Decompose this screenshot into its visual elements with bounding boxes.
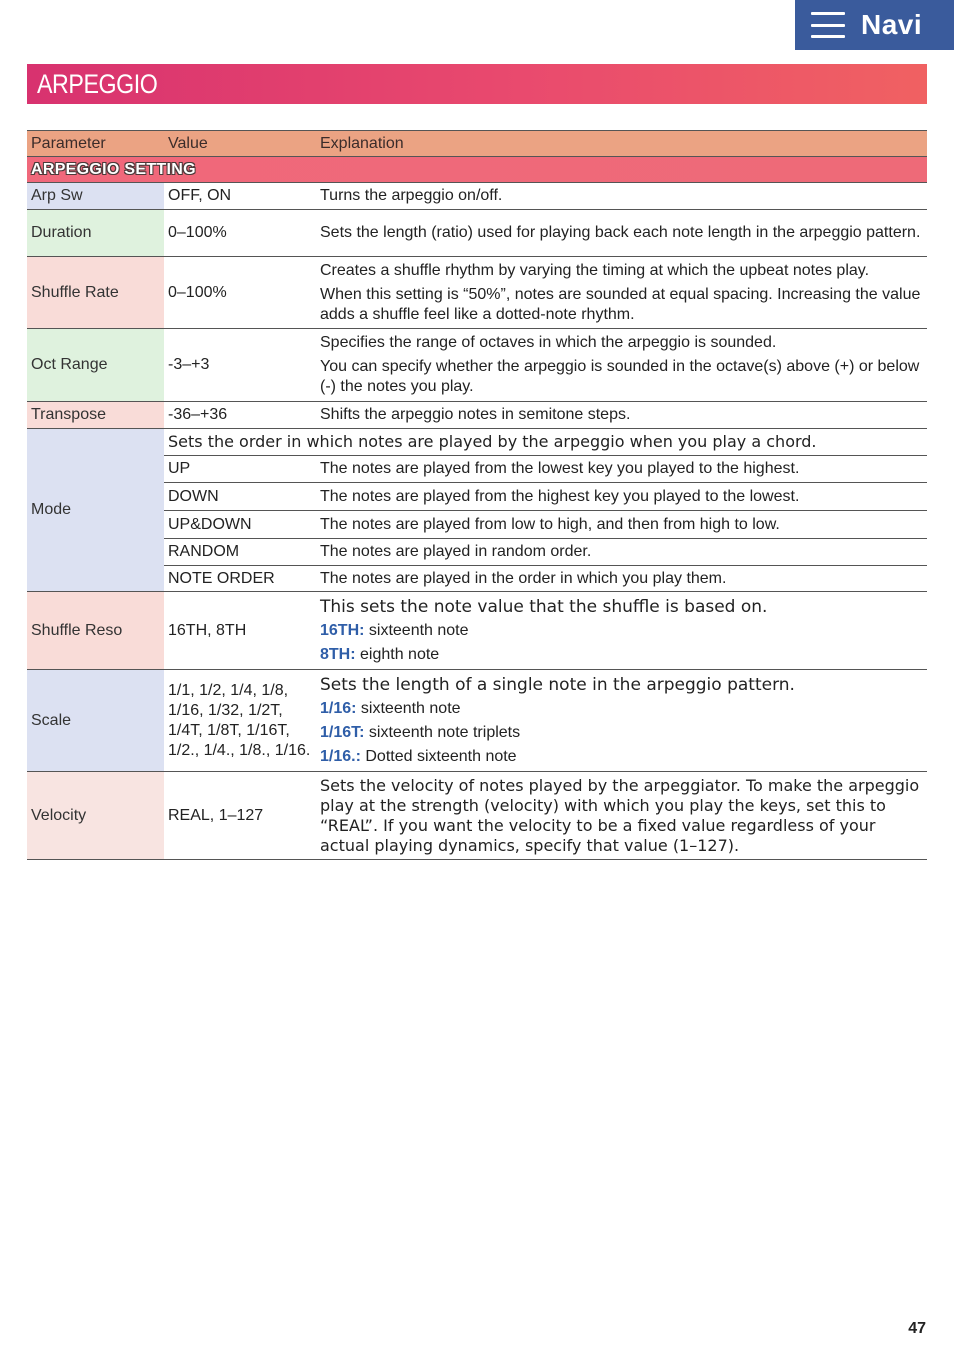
param-name: Arp Sw bbox=[27, 183, 164, 210]
mode-intro: Sets the order in which notes are played by the arpeggio when you play a chord. bbox=[164, 429, 927, 456]
param-name: Transpose bbox=[27, 402, 164, 429]
param-explanation: Turns the arpeggio on/off. bbox=[316, 183, 927, 210]
option-explanation: The notes are played from the lowest key you played to the highest. bbox=[316, 456, 927, 483]
param-value: OFF, ON bbox=[164, 183, 316, 210]
table-row bbox=[27, 402, 927, 429]
option-value: NOTE ORDER bbox=[164, 566, 316, 592]
item-text: eighth note bbox=[355, 645, 440, 663]
table-row bbox=[27, 210, 927, 257]
header-value: Value bbox=[164, 131, 316, 157]
table-row bbox=[27, 257, 927, 329]
explanation-line: When this setting is “50%”, notes are sounded at equal spacing. Increasing the value adds a shuffle feel like a dotted-note rhythm. bbox=[320, 285, 921, 323]
header-explanation: Explanation bbox=[316, 131, 927, 157]
item-key: 1/16.: bbox=[320, 747, 361, 765]
option-value: RANDOM bbox=[164, 539, 316, 566]
table-header-row bbox=[27, 131, 927, 157]
param-value: 16TH, 8TH bbox=[164, 592, 316, 670]
param-name: Scale bbox=[27, 670, 164, 772]
option-explanation: The notes are played in random order. bbox=[316, 539, 927, 566]
page-number: 47 bbox=[908, 1320, 926, 1337]
item-key: 1/16T: bbox=[320, 723, 365, 741]
explanation-line: You can specify whether the arpeggio is sounded in the octave(s) above (+) or below (-) the notes you play. bbox=[320, 358, 920, 395]
param-value: 1/1, 1/2, 1/4, 1/8, 1/16, 1/32, 1/2T, 1/4T, 1/8T, 1/16T, 1/2., 1/4., 1/8., 1/16. bbox=[164, 670, 316, 772]
explanation-item bbox=[320, 645, 923, 665]
param-explanation: Sets the length (ratio) used for playing back each note length in the arpeggio pattern. bbox=[316, 210, 927, 257]
explanation-item bbox=[320, 723, 923, 743]
navi-button[interactable] bbox=[795, 0, 954, 50]
menu-icon bbox=[811, 12, 845, 38]
param-value: REAL, 1–127 bbox=[164, 772, 316, 860]
param-explanation: Shifts the arpeggio notes in semitone steps. bbox=[316, 402, 927, 429]
page-title: ARPEGGIO bbox=[37, 68, 158, 99]
section-row bbox=[27, 157, 927, 183]
param-explanation bbox=[316, 329, 927, 402]
explanation-intro: This sets the note value that the shuffle is based on. bbox=[320, 596, 768, 617]
section-title-bar bbox=[27, 64, 927, 104]
option-value: UP&DOWN bbox=[164, 511, 316, 539]
table-row bbox=[27, 592, 927, 670]
param-name: Shuffle Rate bbox=[27, 257, 164, 329]
param-explanation bbox=[316, 592, 927, 670]
item-text: sixteenth note bbox=[364, 621, 469, 639]
explanation-item bbox=[320, 621, 923, 641]
param-name: Oct Range bbox=[27, 329, 164, 402]
explanation-line: Creates a shuffle rhythm by varying the timing at which the upbeat notes play. bbox=[320, 261, 870, 279]
header-parameter: Parameter bbox=[27, 131, 164, 157]
option-value: UP bbox=[164, 456, 316, 483]
param-explanation: Sets the velocity of notes played by the arpeggiator. To make the arpeggio play at the strength (velocity) with which you play the keys, set this to “REAL”. If you want the velocity to be a fixed value regardless of your actual playing dynamics, specify that value (1–127). bbox=[316, 772, 927, 860]
param-name: Mode bbox=[27, 429, 164, 592]
param-value: -36–+36 bbox=[164, 402, 316, 429]
param-explanation bbox=[316, 670, 927, 772]
item-text: sixteenth note bbox=[356, 699, 461, 717]
option-explanation: The notes are played from the highest key you played to the lowest. bbox=[316, 483, 927, 511]
item-text: sixteenth note triplets bbox=[364, 723, 521, 741]
section-label: ARPEGGIO SETTING bbox=[31, 160, 196, 178]
table-row bbox=[27, 183, 927, 210]
explanation-item bbox=[320, 747, 923, 767]
param-name: Duration bbox=[27, 210, 164, 257]
navi-label: Navi bbox=[861, 9, 923, 40]
item-key: 8TH: bbox=[320, 645, 356, 663]
param-value: 0–100% bbox=[164, 210, 316, 257]
param-name: Velocity bbox=[27, 772, 164, 860]
explanation-intro: Sets the length of a single note in the arpeggio pattern. bbox=[320, 674, 795, 695]
param-explanation bbox=[316, 257, 927, 329]
param-name: Shuffle Reso bbox=[27, 592, 164, 670]
table-row bbox=[27, 772, 927, 860]
option-explanation: The notes are played in the order in which you play them. bbox=[316, 566, 927, 592]
option-explanation: The notes are played from low to high, and then from high to low. bbox=[316, 511, 927, 539]
item-key: 1/16: bbox=[320, 699, 357, 717]
param-value: 0–100% bbox=[164, 257, 316, 329]
item-key: 16TH: bbox=[320, 621, 365, 639]
explanation-item bbox=[320, 699, 923, 719]
parameter-table bbox=[27, 130, 927, 860]
param-value: -3–+3 bbox=[164, 329, 316, 402]
table-row bbox=[27, 329, 927, 402]
option-value: DOWN bbox=[164, 483, 316, 511]
table-row bbox=[27, 429, 927, 456]
item-text: Dotted sixteenth note bbox=[360, 747, 517, 765]
explanation-line: Specifies the range of octaves in which the arpeggio is sounded. bbox=[320, 334, 777, 351]
table-row bbox=[27, 670, 927, 772]
